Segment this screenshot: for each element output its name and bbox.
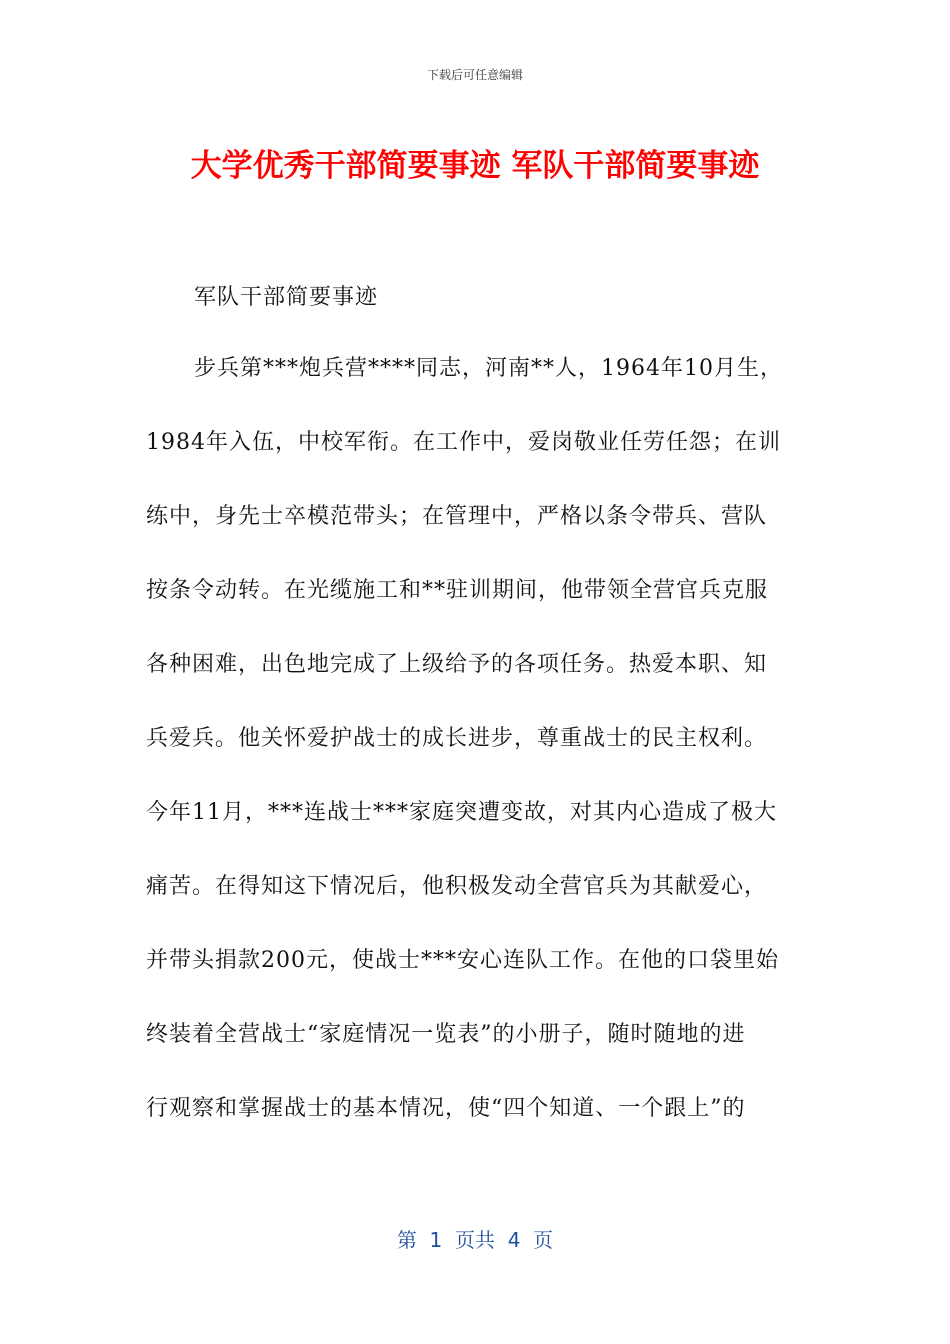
document-title: 大学优秀干部简要事迹 军队干部简要事迹 (190, 148, 760, 184)
page-number-footer: 第 1 页共 4 页 (396, 1228, 554, 1252)
body-line: 痛苦。在得知这下情况后，他积极发动全营官兵为其献爱心， (146, 874, 768, 899)
body-line: 按条令动转。在光缆施工和**驻训期间，他带领全营官兵克服 (146, 578, 769, 603)
body-line: 步兵第***炮兵营****同志，河南**人，1964年10月生， (194, 356, 783, 381)
body-line: 1984年入伍，中校军衔。在工作中，爱岗敬业任劳任怨；在训 (146, 430, 781, 455)
body-line: 练中，身先士卒模范带头；在管理中，严格以条令带兵、营队 (146, 504, 768, 529)
body-line: 兵爱兵。他关怀爱护战士的成长进步，尊重战士的民主权利。 (146, 726, 768, 751)
body-line: 并带头捐款200元，使战士***安心连队工作。在他的口袋里始 (146, 948, 779, 973)
body-text (146, 332, 806, 1146)
body-line: 各种困难，出色地完成了上级给予的各项任务。热爱本职、知 (146, 652, 768, 677)
body-line: 行观察和掌握战士的基本情况，使“四个知道、一个跟上”的 (146, 1096, 746, 1121)
section-heading: 军队干部简要事迹 (194, 285, 379, 310)
body-line: 今年11月，***连战士***家庭突遭变故，对其内心造成了极大 (146, 800, 777, 825)
body-line: 终装着全营战士“家庭情况一览表”的小册子，随时随地的进 (146, 1022, 746, 1047)
header-note: 下载后可任意编辑 (426, 68, 523, 82)
